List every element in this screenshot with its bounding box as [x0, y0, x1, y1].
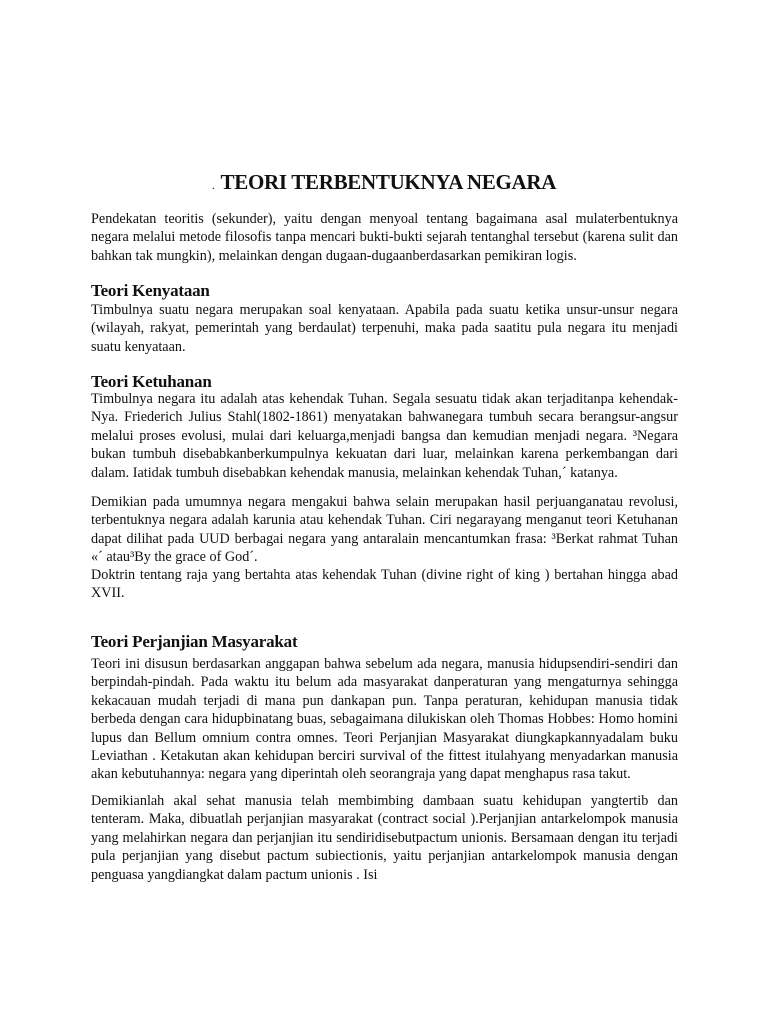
- section-heading-perjanjian: Teori Perjanjian Masyarakat: [91, 632, 298, 651]
- document-title: [0, 170, 768, 195]
- title-text: TEORI TERBENTUKNYA NEGARA: [220, 170, 557, 194]
- ketuhanan-paragraph-1: Timbulnya negara itu adalah atas kehendak Tuhan. Segala sesuatu tidak akan terjaditanpa kehendak-Nya. Friederich Julius Stahl(1802-1861) menyatakan bahwanegara tumbuh secara berangsur-angsur melalui proses evolusi, mulai dari keluarga,menjadi bangsa dan kemudian menjadi negara. ³Negara bukan tumbuh disebabkanberkumpulnya kekuatan dari luar, melainkan karena perkembangan dari dalam. Iatidak tumbuh disebabkan kehendak manusia, melainkan kehendak Tuhan,´ katanya.: [91, 391, 678, 481]
- perjanjian-paragraph-1: Teori ini disusun berdasarkan anggapan bahwa sebelum ada negara, manusia hidupsendiri-sendiri dan berpindah-pindah. Pada waktu itu belum ada masyarakat danperaturan yang mengaturnya sehingga kekacauan mudah terjadi di mana pun dankapan pun. Tanpa peraturan, kehidupan manusia tidak berbeda dengan cara hidupbinatang buas, sebagaimana dilukiskan oleh Thomas Hobbes: Homo homini lupus dan Bellum omnium contra omnes. Teori Perjanjian Masyarakat diungkapkannyadalam buku Leviathan . Ketakutan akan kehidupan berciri survival of the fittest itulahyang menyadarkan manusia akan kebutuhannya: negara yang diperintah oleh seorangraja yang dapat menghapus rasa takut.: [91, 656, 678, 783]
- kenyataan-paragraph: Timbulnya suatu negara merupakan soal kenyataan. Apabila pada suatu ketika unsur-unsur negara (wilayah, rakyat, pemerintah yang berdaulat) terpenuhi, maka pada saatitu pula negara itu menjadi suatu kenyataan.: [91, 302, 678, 355]
- ketuhanan-paragraph-2: Demikian pada umumnya negara mengakui bahwa selain merupakan hasil perjuanganatau revolusi, terbentuknya negara adalah karunia atau kehendak Tuhan. Ciri negarayang menganut teori Ketuhanan dapat dilihat pada UUD berbagai negara yang antaralain mencantumkan frasa: ³Berkat rahmat Tuhan «´ atau³By the grace of God´.: [91, 494, 678, 566]
- section-heading-kenyataan: Teori Kenyataan: [91, 281, 210, 300]
- section-heading-ketuhanan: Teori Ketuhanan: [91, 372, 212, 391]
- ketuhanan-paragraph-3: Doktrin tentang raja yang bertahta atas kehendak Tuhan (divine right of king ) bertahan hingga abad XVII.: [91, 567, 678, 602]
- perjanjian-paragraph-2: Demikianlah akal sehat manusia telah membimbing dambaan suatu kehidupan yangtertib dan tenteram. Maka, dibuatlah perjanjian masyarakat (contract social ).Perjanjian antarkelompok manusia yang melahirkan negara dan perjanjian itu sendiridisebutpactum unionis. Bersamaan dengan itu terjadi pula perjanjian yang disebut pactum subiectionis, yaitu perjanjian antarkelompok manusia dengan penguasa yangdiangkat dalam pactum unionis . Isi: [91, 793, 678, 883]
- intro-paragraph: Pendekatan teoritis (sekunder), yaitu dengan menyoal tentang bagaimana asal mulaterbentuknya negara melalui metode filosofis tanpa mencari bukti-bukti sejarah tentanghal tersebut (karena sulit dan bahkan tak mungkin), melainkan dengan dugaan-dugaanberdasarkan pemikiran logis.: [91, 211, 678, 264]
- title-prefix: .: [211, 178, 215, 192]
